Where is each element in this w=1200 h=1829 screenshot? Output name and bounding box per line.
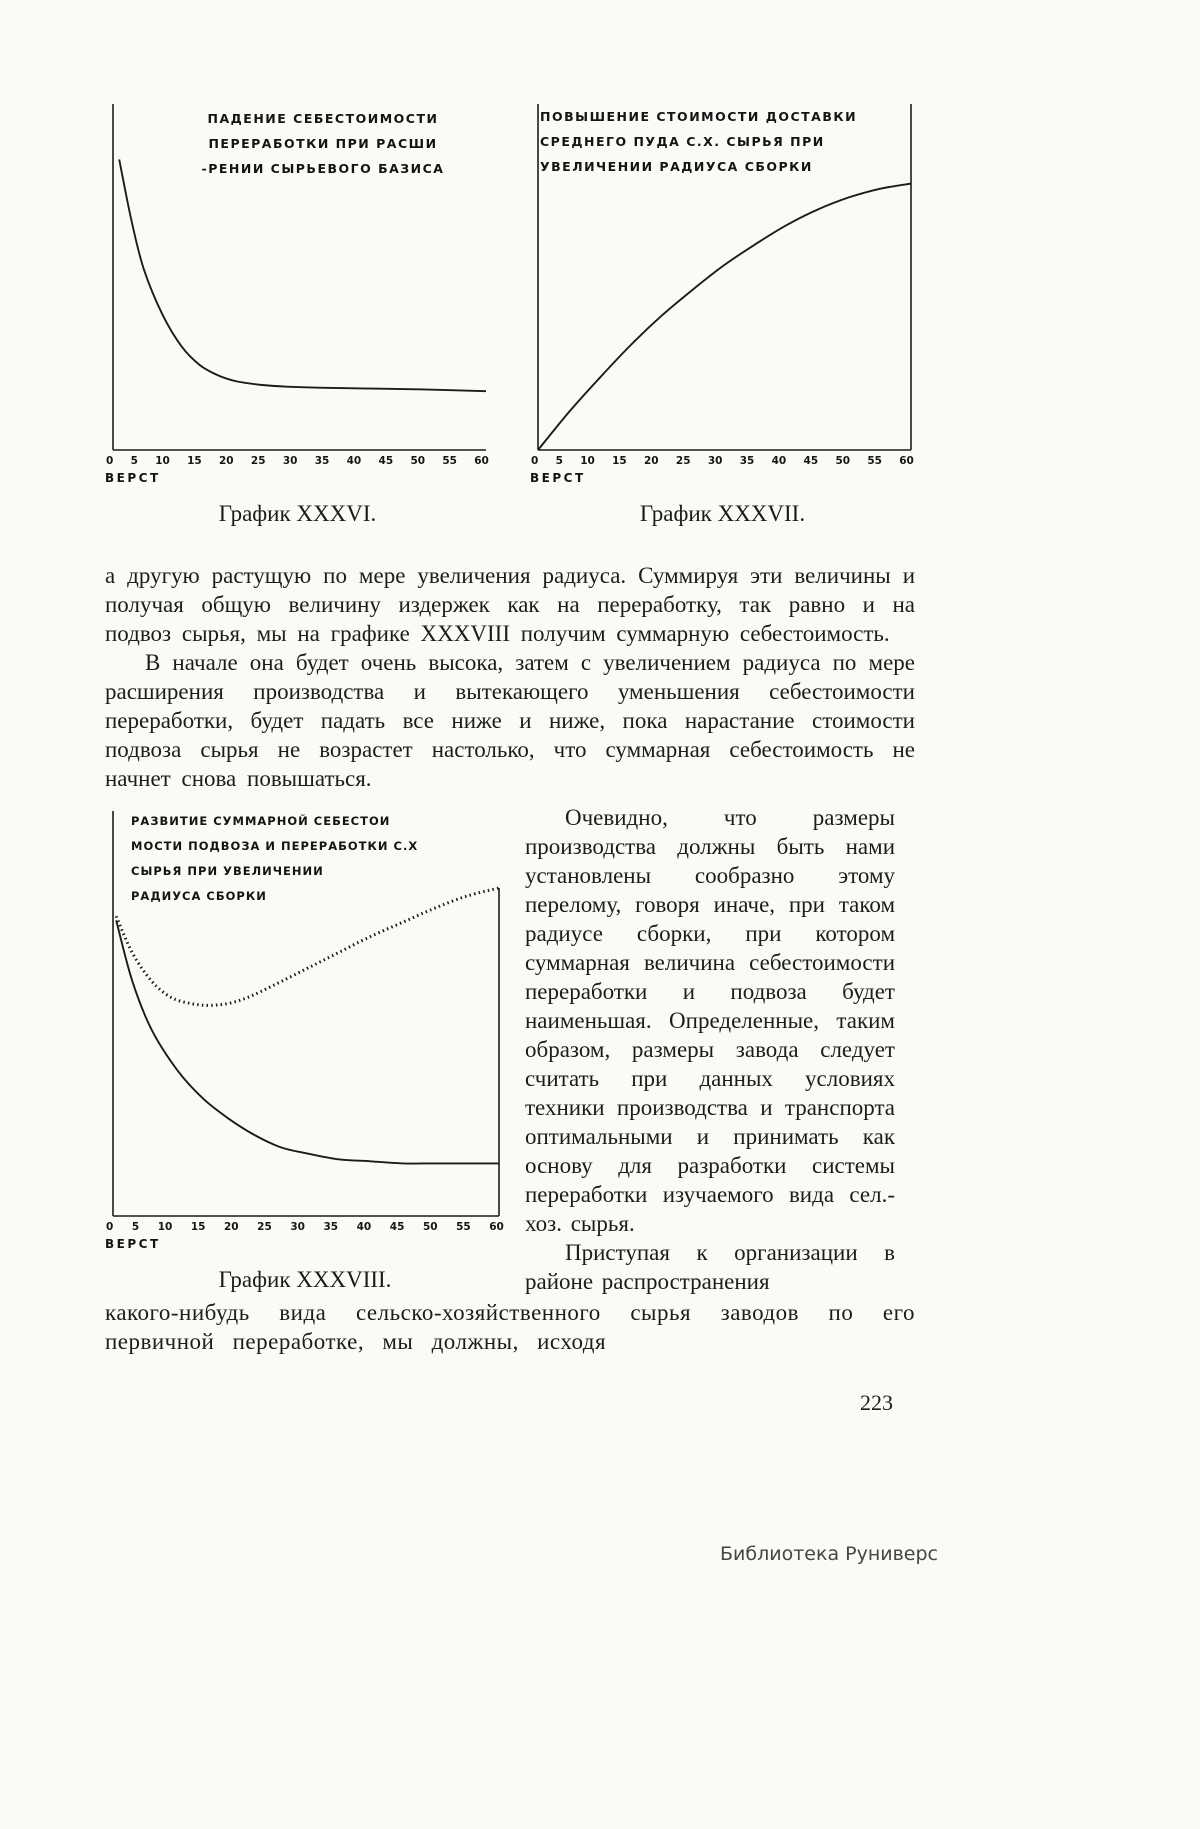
x-axis-unit-label: ВЕРСТ bbox=[105, 1237, 161, 1251]
chart-title-line: СРЕДНЕГО ПУДА С.Х. СЫРЬЯ ПРИ bbox=[540, 134, 825, 149]
x-tick-label: 5 bbox=[131, 1221, 140, 1233]
x-tick-label: 50 bbox=[422, 1221, 438, 1233]
x-tick-label: 55 bbox=[867, 455, 882, 467]
x-tick-label: 35 bbox=[323, 1221, 339, 1233]
chart-title-line: РАДИУСА СБОРКИ bbox=[131, 889, 267, 903]
page-content bbox=[105, 92, 915, 1416]
x-tick-label: 15 bbox=[612, 455, 627, 467]
x-tick-label: 45 bbox=[378, 455, 394, 467]
x-tick-label: 40 bbox=[346, 455, 362, 467]
chart-caption: График XXXVI. bbox=[218, 501, 377, 526]
chart-xxxvi-canvas bbox=[105, 92, 490, 452]
figure-chart-xxxvi bbox=[105, 92, 490, 527]
chart-xxxviii-title bbox=[131, 809, 431, 909]
curve-solid bbox=[116, 920, 499, 1163]
chart-title-line: ПОВЫШЕНИЕ СТОИМОСТИ ДОСТАВКИ bbox=[540, 109, 858, 124]
x-tick-label: 30 bbox=[707, 455, 723, 467]
x-tick-label: 50 bbox=[835, 455, 851, 467]
x-tick-label: 60 bbox=[899, 455, 914, 467]
chart-title-line: УВЕЛИЧЕНИИ РАДИУСА СБОРКИ bbox=[540, 159, 813, 174]
x-tick-label: 50 bbox=[410, 455, 426, 467]
figure-chart-xxxvii bbox=[530, 92, 915, 527]
body-paragraph-2: В начале она будет очень высока, затем с увеличением радиуса по мере расширения производства и вытекающего уменьшения себестоимости переработки, будет падать все ниже и ниже, пока нарастание стоимости подвоза сырья не возрастет настолько, что суммарная себестоимость не начнет снова повышаться. bbox=[105, 650, 915, 791]
chart-title-line: СЫРЬЯ ПРИ УВЕЛИЧЕНИИ bbox=[131, 864, 324, 878]
x-tick-label: 0 bbox=[531, 455, 539, 467]
x-tick-label: 40 bbox=[356, 1221, 372, 1233]
x-tick-label: 10 bbox=[157, 1221, 173, 1233]
x-tick-label: 15 bbox=[190, 1221, 206, 1233]
x-tick-label: 25 bbox=[257, 1221, 272, 1233]
page-number: 223 bbox=[860, 1390, 893, 1415]
top-charts-row bbox=[105, 92, 915, 527]
x-axis-unit-label: ВЕРСТ bbox=[105, 471, 161, 485]
x-tick-row bbox=[105, 1221, 505, 1233]
x-tick-label: 55 bbox=[442, 455, 457, 467]
library-watermark: Библиотека Руниверс bbox=[720, 1543, 938, 1565]
x-tick-label: 20 bbox=[644, 455, 659, 467]
body-paragraph-4: Приступая к организации в районе распространения bbox=[525, 1240, 895, 1294]
chart-title-line: -РЕНИИ СЫРЬЕВОГО БАЗИСА bbox=[201, 161, 445, 176]
curve-solid bbox=[119, 159, 486, 391]
body-paragraph-5: какого-нибудь вида сельско-хозяйственного сырья заводов по его первичной переработке, мы должны, исходя bbox=[105, 1300, 915, 1354]
body-paragraph-3: Очевидно, что размеры производства должны быть нами установлены сообразно этому перелому, говоря иначе, при таком радиусе сборки, при котором суммарная величина себестоимости переработки и подвоза будет наименьшая. Определенные, таким образом, размеры завода следует считать при данных условиях техники производства и транспорта оптимальными и принимать как основу для разработки системы переработки изучаемого вида сел.-хоз. сырья. bbox=[525, 805, 895, 1236]
chart-title-line: МОСТИ ПОДВОЗА И ПЕРЕРАБОТКИ С.Х bbox=[131, 839, 419, 853]
x-tick-label: 30 bbox=[282, 455, 298, 467]
x-tick-label: 15 bbox=[187, 455, 202, 467]
x-tick-label: 30 bbox=[290, 1221, 305, 1233]
x-tick-label: 60 bbox=[489, 1221, 504, 1233]
x-tick-label: 45 bbox=[803, 455, 819, 467]
chart-caption: График XXXVIII. bbox=[218, 1267, 392, 1292]
x-tick-label: 5 bbox=[555, 455, 563, 467]
x-tick-label: 10 bbox=[580, 455, 595, 467]
x-tick-label: 0 bbox=[106, 455, 114, 467]
chart-title-line: ПАДЕНИЕ СЕБЕСТОИМОСТИ bbox=[207, 111, 439, 126]
chart-title-line: ПЕРЕРАБОТКИ ПРИ РАСШИ bbox=[208, 136, 438, 151]
chart-xxxvii-canvas bbox=[530, 92, 915, 452]
x-axis-unit-label: ВЕРСТ bbox=[530, 471, 586, 485]
curve-solid bbox=[538, 184, 911, 450]
right-text-column bbox=[525, 803, 895, 1296]
x-tick-label: 0 bbox=[106, 1221, 114, 1233]
x-tick-label: 25 bbox=[250, 455, 266, 467]
body-paragraph-1: а другую растущую по мере увеличения радиуса. Суммируя эти величины и получая общую величину издержек как на переработку, так равно и на подвоз сырья, мы на графике XXXVIII получим суммарную себестоимость. bbox=[105, 563, 915, 646]
chart-xxxvi-title bbox=[173, 106, 473, 181]
x-tick-label: 60 bbox=[474, 455, 489, 467]
x-tick-label: 5 bbox=[130, 455, 138, 467]
x-tick-row bbox=[105, 455, 490, 467]
x-tick-label: 20 bbox=[224, 1221, 239, 1233]
x-tick-label: 10 bbox=[155, 455, 170, 467]
chart-caption: График XXXVII. bbox=[639, 501, 806, 526]
x-tick-label: 25 bbox=[675, 455, 691, 467]
x-tick-label: 45 bbox=[389, 1221, 405, 1233]
x-tick-label: 55 bbox=[456, 1221, 471, 1233]
chart-xxxviii-canvas bbox=[105, 803, 505, 1218]
x-tick-label: 40 bbox=[771, 455, 787, 467]
chart-and-text-row bbox=[105, 803, 915, 1296]
chart-title-line: РАЗВИТИЕ СУММАРНОЙ СЕБЕСТОИ bbox=[131, 814, 391, 828]
figure-chart-xxxviii bbox=[105, 803, 505, 1296]
x-tick-label: 35 bbox=[739, 455, 755, 467]
x-tick-label: 35 bbox=[314, 455, 330, 467]
chart-xxxvii-title bbox=[540, 104, 912, 179]
x-tick-row bbox=[530, 455, 915, 467]
x-tick-label: 20 bbox=[219, 455, 234, 467]
